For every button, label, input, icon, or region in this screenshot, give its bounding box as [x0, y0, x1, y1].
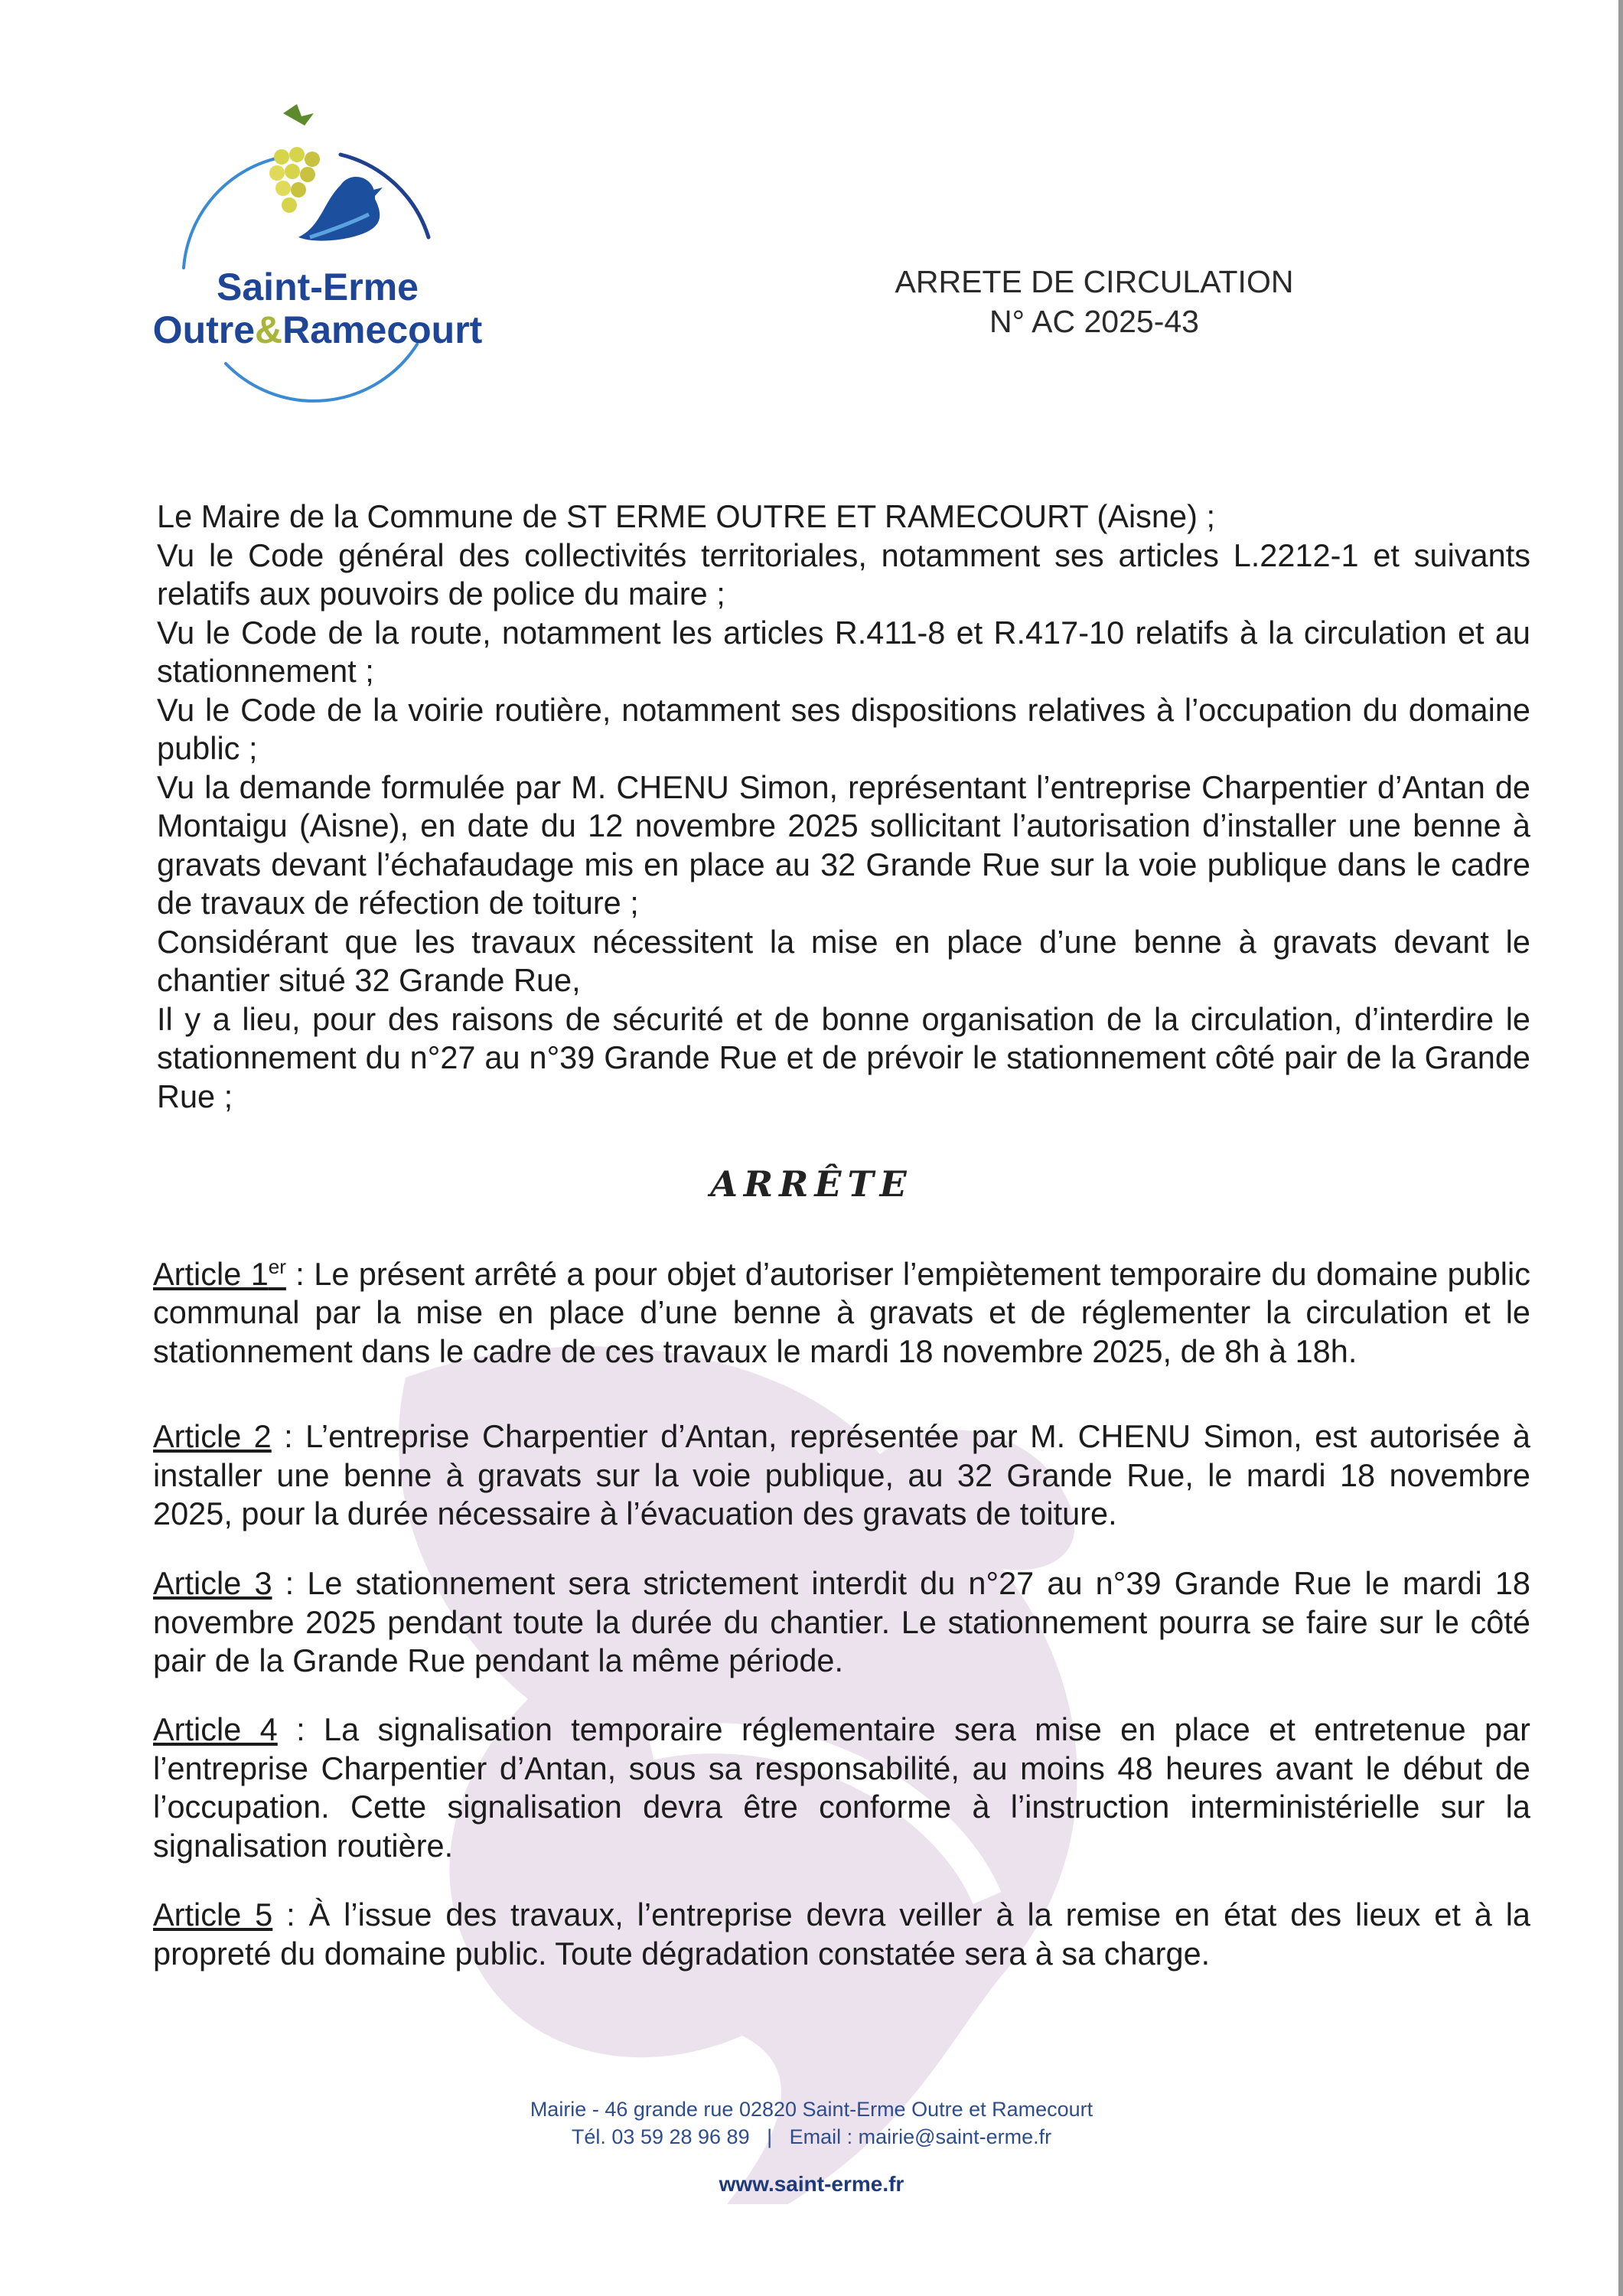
- article-label: Article 2: [153, 1418, 272, 1454]
- page-edge: [1618, 0, 1623, 2296]
- article-text: Le présent arrêté a pour objet d’autoriser l’empiètement temporaire du domaine public communal par la mise en place d’une benne à gravats et de réglementer la circulation et le stationnement dans le cadre de ces travaux le mardi 18 novembre 2025, de 8h à 18h.: [153, 1255, 1530, 1369]
- article-4: Article 4 : La signalisation temporaire réglementaire sera mise en place et entretenue par l’entreprise Charpentier d’Antan, sous sa responsabilité, au moins 48 heures avant le début de l’occupation. Cette signalisation devra être conforme à l’instruction interministérielle sur la signalisation routière.: [153, 1711, 1530, 1864]
- svg-text:Outre&Ramecourt: [153, 308, 483, 351]
- article-label: Article 1er: [153, 1255, 286, 1292]
- footer-contact: Tél. 03 59 28 96 89 | Email : mairie@saint-erme.fr: [571, 2125, 1052, 2148]
- logo-line2a: Outre: [153, 308, 256, 351]
- article-3: Article 3 : Le stationnement sera strictement interdit du n°27 au n°39 Grande Rue le mardi 18 novembre 2025 pendant toute la durée du chantier. Le stationnement pourra se faire sur le côté pair de la Grande Rue pendant la même période.: [153, 1565, 1530, 1678]
- grape-icon: [269, 104, 320, 213]
- article-label: Article 4: [153, 1711, 278, 1747]
- footer-website[interactable]: www.saint-erme.fr: [719, 2172, 904, 2196]
- article-text: Le stationnement sera strictement interdit du n°27 au n°39 Grande Rue le mardi 18 novembre 2025 pendant toute la durée du chantier. Le stationnement pourra se faire sur le côté pair de la Grande Rue pendant la même période.: [153, 1565, 1530, 1678]
- preamble-line: Considérant que les travaux nécessitent la mise en place d’une benne à gravats devant le chantier situé 32 Grande Rue,: [157, 923, 1530, 998]
- logo-amp: &: [255, 308, 283, 351]
- article-label: Article 3: [153, 1565, 272, 1601]
- preamble-line: Il y a lieu, pour des raisons de sécurité et de bonne organisation de la circulation, d’interdire le stationnement du n°27 au n°39 Grande Rue et de prévoir le stationnement côté pair de la Grande Rue ;: [157, 1000, 1530, 1114]
- document-header: [826, 262, 1362, 341]
- article-text: L’entreprise Charpentier d’Antan, représentée par M. CHENU Simon, est autorisée à installer une benne à gravats sur la voie publique, au 32 Grande Rue, le mardi 18 novembre 2025, pour la durée nécessaire à l’évacuation des gravats de toiture.: [153, 1418, 1530, 1531]
- decision-title: ARRÊTE: [710, 1163, 913, 1205]
- footer-address: Mairie - 46 grande rue 02820 Saint-Erme Outre et Ramecourt: [530, 2098, 1093, 2121]
- preamble-line: Vu le Code de la voirie routière, notamment ses dispositions relatives à l’occupation du domaine public ;: [157, 691, 1530, 766]
- preamble-line: Vu le Code général des collectivités territoriales, notamment ses articles L.2212-1 et suivants relatifs aux pouvoirs de police du maire ;: [157, 536, 1530, 612]
- logo-line2b: Ramecourt: [282, 308, 483, 351]
- footer: [0, 2095, 1623, 2151]
- preamble-line: Vu la demande formulée par M. CHENU Simon, représentant l’entreprise Charpentier d’Antan de Montaigu (Aisne), en date du 12 novembre 2025 sollicitant l’autorisation d’installer une benne à gravats devant l’échafaudage mis en place au 32 Grande Rue sur la voie publique dans le cadre de travaux de réfection de toiture ;: [157, 768, 1530, 921]
- document-number: N° AC 2025-43: [989, 304, 1199, 339]
- article-5: Article 5 : À l’issue des travaux, l’entreprise devra veiller à la remise en état des lieux et à la propreté du domaine public. Toute dégradation constatée sera à sa charge.: [153, 1896, 1531, 1971]
- document-title: ARRETE DE CIRCULATION: [895, 264, 1294, 299]
- preamble-line: Le Maire de la Commune de ST ERME OUTRE ET RAMECOURT (Aisne) ;: [157, 498, 1215, 534]
- logo-line1: Saint-Erme: [217, 266, 419, 308]
- preamble: [157, 497, 1530, 1116]
- logo: [153, 99, 490, 406]
- article-1: Article 1er : Le présent arrêté a pour objet d’autoriser l’empiètement temporaire du domaine public communal par la mise en place d’une benne à gravats et de réglementer la circulation et le stationnement dans le cadre de ces travaux le mardi 18 novembre 2025, de 8h à 18h.: [153, 1255, 1530, 1369]
- bird-icon: [298, 177, 383, 241]
- article-text: À l’issue des travaux, l’entreprise devra veiller à la remise en état des lieux et à la propreté du domaine public. Toute dégradation constatée sera à sa charge.: [153, 1896, 1531, 1971]
- preamble-line: Vu le Code de la route, notamment les articles R.411-8 et R.417-10 relatifs à la circulation et au stationnement ;: [157, 614, 1530, 689]
- article-2: Article 2 : L’entreprise Charpentier d’Antan, représentée par M. CHENU Simon, est autorisée à installer une benne à gravats sur la voie publique, au 32 Grande Rue, le mardi 18 novembre 2025, pour la durée nécessaire à l’évacuation des gravats de toiture.: [153, 1418, 1530, 1531]
- article-text: La signalisation temporaire réglementaire sera mise en place et entretenue par l’entreprise Charpentier d’Antan, sous sa responsabilité, au moins 48 heures avant le début de l’occupation. Cette signalisation devra être conforme à l’instruction interministérielle sur la signalisation routière.: [153, 1711, 1530, 1864]
- article-label: Article 5: [153, 1896, 273, 1932]
